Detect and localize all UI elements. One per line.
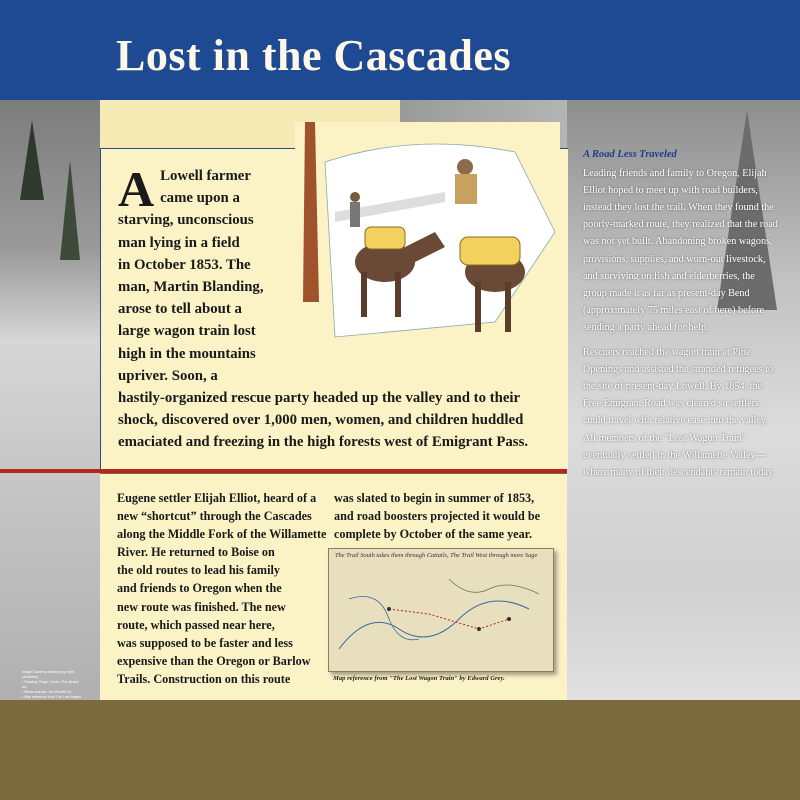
page-title: Lost in the Cascades <box>116 31 512 80</box>
intro-line: arose to tell about a <box>118 301 242 318</box>
credit-line: Image Courtesy (starting top right, clockwise) <box>22 670 75 679</box>
intro-line: high in the mountains <box>118 345 256 362</box>
intro-paragraph <box>118 161 558 454</box>
intro-line: Lowell farmer <box>160 168 251 184</box>
body-line: along the Middle Fork of the Willamette <box>117 527 327 542</box>
sidebar-paragraph-2: Rescuers reached the wagon train at Pine Openings and assisted the stranded refugees to the site of present-day Lowell. By 1854, the Free Emigrant Road was cleared so settlers could travel with relative ease into the valley. All members of the "Lost Wagon Train" eventually settled in the Willamette Valley—where many of their descendants remain today. <box>583 347 775 478</box>
drop-cap: A <box>118 161 155 217</box>
credit-line: • Drawing: Roger Cooke, Ron Brand Art <box>22 680 79 689</box>
sidebar <box>583 146 778 489</box>
body-line: River. He returned to Boise on <box>117 545 275 560</box>
intro-line: large wagon train lost <box>118 323 256 340</box>
body-line: and friends to Oregon when the <box>117 581 282 596</box>
map-title: The Trail South takes them through Cattails, The Trail West through more Sage <box>335 552 538 559</box>
body-line: new route was finished. The new <box>117 599 286 614</box>
intro-line: came upon a <box>160 190 240 207</box>
credit-line: • Map reference from The Lost Wagon <box>22 695 82 699</box>
map-caption: Map reference from "The Lost Wagon Train" by Edward Grey. <box>333 675 505 682</box>
body-line: expensive than the Oregon or Barlow <box>117 653 311 668</box>
header-banner <box>0 0 800 100</box>
intro-line: emaciated and freezing in the high forests west of Emigrant Pass. <box>118 434 529 451</box>
body-line: was supposed to be faster and less <box>117 635 293 650</box>
intro-line: upriver. Soon, a <box>118 367 218 384</box>
intro-line: man lying in a field <box>118 234 240 251</box>
trail-map <box>328 548 554 672</box>
body-line: new “shortcut” through the Cascades <box>117 509 312 524</box>
body-line: route, which passed near here, <box>117 617 275 632</box>
intro-line: in October 1853. The <box>118 256 251 273</box>
body-line: Eugene settler Elijah Elliot, heard of a <box>117 491 317 505</box>
intro-line: hastily-organized rescue party headed up the valley and to their <box>118 390 521 407</box>
credit-line: • Winter scenes: Jim Rowell Ltd <box>22 690 72 694</box>
tree-shape <box>20 120 44 200</box>
red-divider <box>0 469 567 473</box>
body-right-column <box>334 489 559 543</box>
intro-line: shock, discovered over 1,000 men, women, and children huddled <box>118 412 524 429</box>
map-drawing <box>329 549 553 671</box>
body-line: and road boosters projected it would be <box>334 509 541 524</box>
body-line: Trails. Construction on this route <box>117 671 291 686</box>
body-line: was slated to begin in summer of 1853, <box>334 491 535 505</box>
body-left-column <box>117 489 337 688</box>
bottom-band <box>0 700 800 800</box>
intro-line: starving, unconscious <box>118 212 254 229</box>
intro-line: man, Martin Blanding, <box>118 279 264 296</box>
intro-wide-lines <box>118 387 558 454</box>
tree-shape <box>60 160 80 260</box>
body-line: complete by October of the same year. <box>334 527 532 542</box>
winter-photo-left <box>0 100 100 700</box>
sidebar-heading: A Road Less Traveled <box>583 149 677 160</box>
sidebar-paragraph-1: Leading friends and family to Oregon, Elijah Elliot hoped to meet up with road builders, instead they lost the trail. When they found the poorly-marked route, they realized that the road was not yet built. Abandoning broken wagons, provisions, supplies, and worn-out livestock, and surviving on fish and elderberries, the group made it as far as present-day Bend (approximately 75 miles east of here) before sending a party ahead for help. <box>583 168 778 333</box>
body-line: the old routes to lead his family <box>117 563 280 578</box>
